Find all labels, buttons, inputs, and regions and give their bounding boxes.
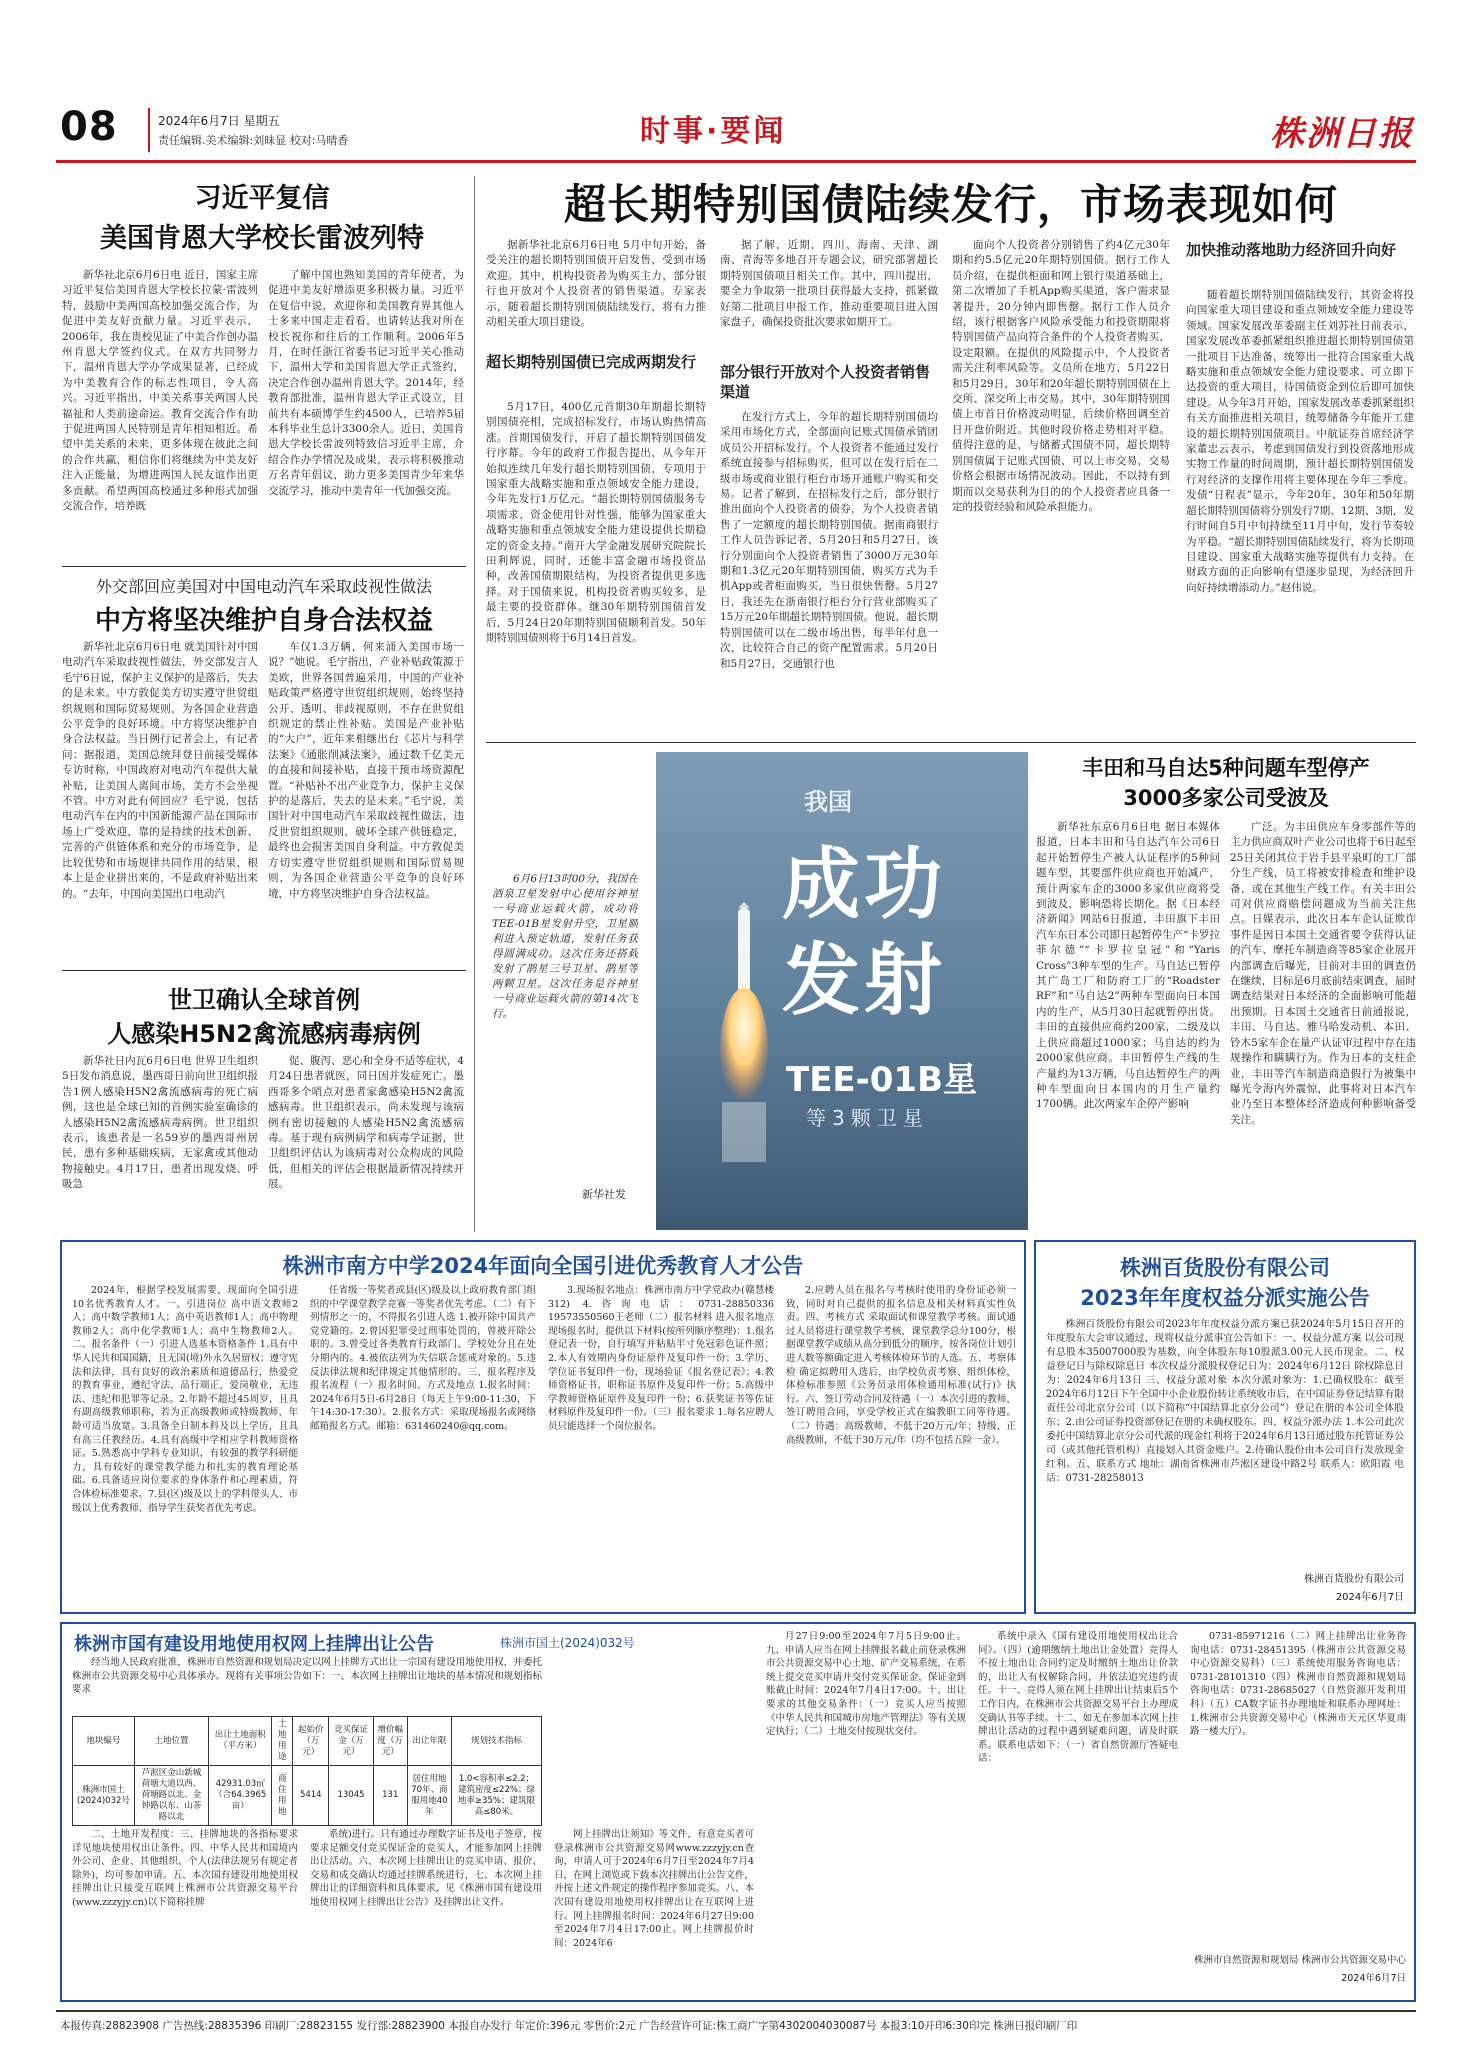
xi-body-col2: 了解中国也熟知美国的青年使者，为促进中美友好增添更多积极力量。习近平在复信中说，欢迎你和美国教育界其他人士多来中国走走看看，也请转达我对所在校长祝你和往后的工作顺利。2006年5月，在时任浙江省委书记习近平关心推动下，温州大学和美国肯恩大学正式签约，决定合作创办温州肯恩大学。2014年，经教育部批准，温州肯恩大学正式设立，目前共有本硕博学生约4500人，已培养5届本科毕业生总计3300余人。近日，美国肯恩大学校长雷波列特致信习近平主席，介绍合作办学情况及成果，表示将积极推动万名青年倡议，助力更多美国青少年来华交流学习，推动中美青年一代加强交流。 [268,269,464,497]
masthead-date: 2024年6月7日 星期五 [158,114,280,128]
photo-banner-small: 我国 [804,788,852,816]
land-col3: 网上挂牌出让须知》等文件，有意竞买者可登录株洲市公共资源交易网www.zzzyjy.cn查询，申请人可于2024年6月7日至2024年7月4日，在网上浏览或下载本次挂牌出让公告文件，并按上述文件规定的操作程序参加竞买。八、本次国有建设用地使用权挂牌出让在互联网上进行。网上挂牌报名时间：2024年6月27日9:00至2024年7月4日17:00止。网上挂牌报价时间：2024年6 [554,1829,754,1949]
masthead-divider [148,108,150,152]
xi-body-col1: 新华社北京6月6日电 近日，国家主席习近平复信美国肯恩大学校长拉蒙·雷波列特，鼓励中美两国高校加强交流合作，为促进中美友好贡献力量。习近平表示，2006年，我在贵校见证了中美合作创办温州肯恩大学签约仪式。在双方共同努力下，温州肯恩大学办学成果显著，已经成为中美教育合作的标志性项目，令人高兴。习近平指出，中美关系事关两国人民福祉和人类前途命运。教育交流合作有助于促进两国人民特别是青年相知相近。希望中美关系的未来，更多体现在彼此之间的合作共赢，相信你们将继续为中美友好注入正能量，为增进两国人民友谊作出更多贡献。希望两国高校通过多种形式加强交流合作，培养既 [62,269,258,513]
photo-banner-big1: 成功 [782,840,947,930]
bond-body-col3: 面向个人投资者分别销售了约4亿元30年期和约5.5亿元20年期特别国债。据行工作人员介绍，在提供柜面和网上银行渠道基础上，第二次增加了手机App购买渠道，客户需求显著提升，20分钟内即售罄。据行工作人员介绍，该行根据客户风险承受能力和投资期限将特别国债产品向符合条件的个人投资者购买，设定限额。在提供的风险提示中，个人投资者需关注利率风险等。文员所在地方，5月22日和5月29日，30年和20年超长期特别国债在上交所、深交所上市交易。其中，30年期特别国债上市首日价格波动明显，后续价格回调至首日开盘价附近。其他时段价格走势相对平稳。值得注意的是，与储蓄式国债不同，超长期特别国债属于记账式国债，可以上市交易，交易价格会根据市场情况波动。因此，不以持有到期而以交易获利为目的的个人投资者应具备一定的投资经验和风险承担能力。 [952,239,1170,513]
photo-rocket-sub: 等3颗卫星 [806,1106,929,1130]
land-th-use: 土地用途 [272,1717,293,1766]
land-ad-title: 株洲市国有建设用地使用权网上挂牌出让公告 [74,1634,434,1655]
land-th-plan: 规划技术指标 [451,1717,541,1766]
bond-subhead-3: 加快推动落地助力经济回升向好 [1186,241,1397,259]
xi-title-line1: 习近平复信 [194,183,330,214]
land-td-area: 42931.03㎡（合64.3965亩） [209,1766,272,1826]
bond-body-col2a: 据了解，近期，四川、海南、天津、湖南、青海等多地召开专题会议，研究部署超长期特别国债项目相关工作。其中，四川提出，要全力争取第一批项目获得最大支持，抓紧做好第二批项目申报工作，推动重要项目进入国家盘子，确保投资批次要求如期开工。 [720,239,938,329]
bond-body-col2b: 在发行方式上，今年的超长期特别国债均采用市场化方式，全部面向记账式国债承销团成员公开招标发行。个人投资者不能通过发行系统直接参与招标购买，但可以在发行后在二级市场或商业银行柜台市场开通账户购买和交易。记者了解到，在招标发行之后，部分银行推出面向个人投资者的债券，为个人投资者销售了一定额度的超长期特别国债。据南商银行工作人员告诉记者，5月20日和5月27日，该行分别面向个人投资者销售了3000万元30年期和1.3亿元20年期特别国债，购买方式为手机App或者柜面购买，当日很快售罄。5月27日，我还先在浙南银行柜台分行营业部购买了15万元20年期超长期特别国债。他说，超长期特别国债可以在二级市场出售，每半年付息一次，比较符合自己的资产配置需求。5月20日和5月27日，交通银行也 [720,411,938,670]
dividend-body: 株洲百货股份有限公司2023年年度权益分派方案已获2024年5月15日召开的年度股东大会审议通过，现将权益分派事宜公告如下：一、权益分派方案 以公司现有总股本35007000股为基数，向全体股东每10股派3.00元人民币现金。二、权益登记日与除权除息日 本次权益分派股权登记日为：2024年6月12日 除权除息日为：2024年6月13日 三、权益分派对象 本次分派对象为：1.已确权股东：截至2024年6月12日下午全国中小企业股份转让系统收市后，在中国证券登记结算有限责任公司北京分公司（以下简称“中国结算北京分公司”）登记在册的本公司全体股东；2.由公司证券投资部登记在册的未确权股东。四、权益分派办法 1.本公司此次委托中国结算北京分公司代派的现金红利将于2024年6月13日通过股东托管证券公司（或其他托管机构）直接划入其资金账户。2.待确认股份由本公司自行发放现金红利。五、联系方式 地址：湖南省株洲市芦淞区建设中路2号 联系人：欧阳霞 电话：0731-28258013 [1046,1319,1404,1484]
bond-body-col1b: 5月17日，400亿元首期30年期超长期特别国债亮相，完成招标发行，市场认购热情高涨。首期国债发行，开启了超长期特别国债发行序幕。今年的政府工作报告提出，从今年开始拟连续几年发行超长期特别国债，专项用于国家重大战略实施和重点领域安全能力建设，今年先发行1万亿元。“超长期特别国债服务专项需求、资金使用针对性强，能够为国家重大战略实施和重点领域安全能力建设提供长期稳定的资金支持。”南开大学金融发展研究院院长田利辉说，同时，还能丰富金融市场投资品种，改善国债期限结构，为投资者提供更多选择。对于国债来说，机构投资者购买较多，是最主要的投资群体。继30年期特别国债首发后，5月24日20年期特别国债顺利首发。50年期特别国债则将于6月14日首发。 [486,401,706,645]
land-td-no: 株洲市国土(2024)032号 [73,1766,135,1826]
ev-title: 中方将坚决维护自身合法权益 [94,606,433,636]
land-table [72,1716,542,1826]
launch-photo [486,752,1028,1230]
land-td-step: 131 [373,1766,407,1826]
paper-logo: 株洲日报 [1270,114,1414,154]
land-th-loc: 土地位置 [134,1717,208,1766]
bond-bottom-rule [486,742,1416,743]
bond-body-col4: 随着超长期特别国债陆续发行，其资金将投向国家重大项目建设和重点领域安全能力建设等领域。国家发展改革委副主任刘苏社日前表示，国家发展改革委抓紧组织推进超长期特别国债第一批项目下达准备，统筹出一批符合国家重大战略实施和重点领域安全能力建设要求、可立即下达投资的重大项目，待国债资金到位后即可加快建设。从今年3月开始，国家发展改革委抓紧组织有关方面推进相关项目，统筹储备今年能开工建设的超长期特别国债项目。中航证券首席经济学家董忠云表示，考虑到国债发行到投资落地形成实物工作量的时间周期，预计超长期特别国债发行对经济的支撑作用将主要体现在今年三季度。发债“日程表”显示，今年20年、30年和50年期超长期特别国债将分别发行7期、12期、3期，发行时间自5月中旬持续至11月中旬，发行节奏较为平稳。“超长期特别国债陆续发行，将为长期项目建设、国家重大战略实施等提供有力支持。在财政方面的正向影响有望逐步显现，为经济回升向好持续增添动力。”赵伟说。 [1186,289,1414,594]
birdflu-title-line2: 人感染H5N2禽流感病毒病例 [107,1020,421,1048]
land-col1: 二、土地开发程度：三、挂牌地块的各指标要求详见地块使用权出让条件。四、中华人民共和国境内外公司、企业、其他组织、个人(法律法规另有规定者除外)，均可参加申请。五、本次国有建设用地使用权挂牌出让只接受互联网上株洲市公共资源交易平台(www.zzzyjy.cn)以下简称挂牌 [72,1829,298,1908]
birdflu-body-col2: 促、腹泻、恶心和全身不适等症状，4月24日患者就医，同日因并发症死亡。墨西哥多个哨点对患者家禽感染H5N2禽流感病毒。世卫组织表示，尚未发现与该病例有密切接触的人感染H5N2禽流感病毒。基于现有病例病学和病毒学证据，世卫组织评估认为该病毒对公众构成的风险低，但相关的评估会根据最新情况持续开展。 [268,1055,464,1191]
land-table-wrap [72,1716,542,1826]
recruit-col2: 任省级一等奖者或县(区)级及以上政府教育部门组织的中学课堂教学竞赛一等奖者优先考虑。（二）有下列情形之一的，不得报名引进人选 1.被开除中国共产党党籍的。2.曾因犯罪受过刑事处罚的，曾被开除公职的。3.曾受过各类教育行政部门、学校处分且在处分期内的。4.被依法列为失信联合惩戒对象的。5.违反法律法规和纪律规定其他情形的。三、报名程序及报名流程（一）报名时间、方式及地点 1.报名时间：2024年6月5日-6月28日（每天上午9:00-11:30，下午14:30-17:30）。2.报名方式：采取现场报名或网络邮箱报名方式。邮箱：631460240@qq.com。 [310,1285,536,1432]
land-ad-doc-no: 株洲市国土(2024)032号 [500,1636,635,1650]
bond-subhead-2: 部分银行开放对个人投资者销售渠道 [720,363,931,401]
masthead-rule [56,160,1416,163]
land-th-no: 地块编号 [73,1717,135,1766]
land-signature: 株洲市自然资源和规划局 株洲市公共资源交易中心 [1193,1955,1406,1966]
land-th-area: 出让土地面积（平方米） [209,1717,272,1766]
ev-body-col2: 车仅1.3万辆，何来涌入美国市场一说？”她说。毛宁指出，产业补贴政策源于美欧，世界各国普遍采用，中国的产业补贴政策严格遵守世贸组织规则，始终坚持公开、透明、非歧视原则，不存在世贸组织规定的禁止性补贴。美国是产业补贴的“大户”，近年来相继出台《芯片与科学法案》《通胀削减法案》，通过数千亿美元的直接和间接补贴，直接干预市场资源配置。“补贴补不出产业竞争力，保护主义保护的是落后，失去的是未来。”毛宁说，美国针对中国电动汽车采取歧视性做法，违反世贸组织规则，破坏全球产供链稳定，最终也会损害美国自身利益。中方敦促美方切实遵守世贸组织规则和国际贸易规则，为各国企业营造公平竞争的良好环境，中方将坚决维护自身合法权益。 [268,641,464,900]
bond-title: 超长期特别国债陆续发行，市场表现如何 [563,180,1338,229]
land-date: 2024年6月7日 [1341,1973,1406,1984]
ev-body-col1: 新华社北京6月6日电 就美国针对中国电动汽车采取歧视性做法，外交部发言人毛宁6日说，保护主义保护的是落后，失去的是未来。中方敦促美方切实遵守世贸组织规则和国际贸易规则，为各国企业营造公平竞争的良好环境。中方将坚决维护自身合法权益。当日例行记者会上，有记者问：据报道，美国总统拜登日前接受媒体专访时称，中国政府对电动汽车提供大量补贴，让美国人离间市场，美方不会坐视不管。中方对此有何回应？毛宁说，包括电动汽车在内的中国新能源产品在国际市场上广受欢迎，靠的是持续的技术创新、完善的产供链体系和充分的市场竞争，是比较优势和市场规律共同作用的结果，根本上是企业拼出来的，不是政府补贴出来的。“去年，中国向美国出口电动汽 [62,641,258,900]
land-td-deposit: 13045 [329,1766,373,1826]
rocket-icon [714,902,774,1162]
dividend-date: 2024年6月7日 [1335,1592,1404,1603]
toyota-body-col2: 广泛。为丰田供应车身零部件等的主力供应商双叶产业公司也将于6日起至25日关闭其位于岩手县平泉町的工厂部分生产线，员工将被安排检查和维护设备，或在其他生产线工作。有关丰田公司对供应商赔偿问题成为当前关注焦点。日媒表示，此次日本车企认证欺诈事件是因日本国土交通省要令获得认证的汽车、摩托车制造商等85家企业展开内部调查后曝光，目前对丰田的调查仍在继续，目标是6月底前结束调查，届时调查结果对日本经济的全面影响可能超出预期。日本国土交通省日前通报说，丰田、马自达、雅马哈发动机、本田、铃木5家车企在量产认证审过程中存在违规操作和瞒瞒行为。作为日本的支柱企业，丰田等汽车制造商造假行为被集中曝光令海内外震惊，此事将对日本汽车业乃至日本整体经济造成何种影响备受关注。 [1230,821,1416,1126]
land-td-start: 5414 [293,1766,329,1826]
xi-bottom-rule [62,566,466,567]
land-td-term: 居住用地70年、商服用地40年 [407,1766,451,1826]
dividend-title-line2: 2023年年度权益分派实施公告 [1080,1286,1370,1310]
left-column-separator [474,176,475,1232]
land-td-use: 商住用地 [272,1766,293,1826]
dividend-signature: 株洲百货股份有限公司 [1304,1574,1404,1585]
birdflu-title-line1: 世卫确认全球首例 [168,986,360,1014]
footer-rule [56,2010,1416,2012]
photo-caption: 6月6日13时00分，我国在酒泉卫星发射中心使用谷神星一号商业运载火箭，成功将TEE-01B星发射升空，卫星顺利进入预定轨道，发射任务获得圆满成功。这次任务还搭载发射了鹊星三号卫星、鹊星等两颗卫星。这次任务是谷神星一号商业运载火箭的第14次飞行。 [492,873,638,1020]
land-th-term: 出让年限 [407,1717,451,1766]
recruit-ad-title: 株洲市南方中学2024年面向全国引进优秀教育人才公告 [282,1254,804,1278]
recruit-col4: 2.应聘人员在报名与考核时使用的身份证必须一致，同时对自己提供的报名信息及相关材料真实性负责。四、考核方式 采取面试和课堂教学考核。面试通过人员将进行课堂教学考核，课堂教学总分100分，根据课堂教学成绩从高分到低分的顺序，按各岗位计划引进人数等额确定进入考核体检环节的人选。五、考察体检 确定拟聘用人选后，由学校负责考察、组织体检，体检标准参照《公务员录用体检通用标准(试行)》执行。六、签订劳动合同及待遇（一）本次引进的教师，签订聘用合同，享受学校正式在编教职工同等待遇。（二）待遇：高级教师，不低于20万元/年；特级、正高级教师，不低于30万元/年（均不包括五险一金）。 [786,1285,1016,1446]
land-col6: 0731-85971216（二）网上挂牌出让业务咨询电话：0731-28451395（株洲市公共资源交易中心资源交易科）（三）系统使用服务咨询电话：0731-28101310（四）株洲市自然资源和规划局咨询电话：0731-28685027（自然资源开发利用科）（五）CA数字证书办理地址和联系办理网址：1.株洲市公共资源交易中心（株洲市天元区华夏南路一楼大厅）。 [1190,1631,1406,1738]
recruit-col3: 3.现场报名地点：株洲市南方中学党政办(赣慧楼312) 4.咨询电话：0731-28850336 19573550560王老师（二）报名材料 进入报名地点现场报名时，提供以下材料(按所列顺序整理)：1.报名登记表一份，自行填写并粘贴半寸免冠彩色证件照；2.本人有效期内身份证原件及复印件一份；3.学历、学位证书复印件一份，现场验证《报名登记表》；4.教师资格证书、职称证书原件及复印件一份；5.高级中学教师资格证原件及复印件一份；6.获奖证书等佐证材料原件及复印件一份。（三）报名要求 1.每名应聘人员只能选择一个岗位报名。 [548,1285,774,1432]
toyota-title-line1: 丰田和马自达5种问题车型停产 [1082,756,1370,780]
land-td-plan: 1.0<容积率≤2.2；建筑密度≤22%；绿地率≥35%；建筑限高≤80米。 [451,1766,541,1826]
photo-credit: 新华社发 [582,1188,626,1201]
land-col5: 系统中录入《国有建设用地使用权出让合同》。（四）(逾期缴纳土地出让金处置）竞得人不按土地出让合同约定及时缴纳土地出让价款的，出让人有权解除合同，并依法追究违约责任。十一、竞得人须在网上挂牌出让结束后5个工作日内，在株洲市公共资源交易平台上办理成交确认书等手续。十二、如无在参加本次网上挂牌出让活动的过程中遇到疑难问题，请及时联系。联系电话如下：（一）省自然资源厅答疑电话： [978,1631,1178,1765]
land-col2: 系统)进行。只有通过办理数字证书及电子签章，按要求足额交付竞买保证金的竞买人，才能参加网上挂牌出让活动。六、本次网上挂牌出让的竞买申请、报价、交易和成交确认均通过挂牌系统进行，七、本次网上挂牌出让的详细资料和具体要求，见《株洲市国有建设用地使用权网上挂牌出让公告》及挂牌出让文件。 [310,1829,542,1908]
bond-body-col1a: 据新华社北京6月6日电 5月中旬开始，备受关注的超长期特别国债开启发售，受到市场欢迎。其中，机构投资者为购买主力，部分银行也开放对个人投资者的销售渠道。专家表示，随着超长期特别国债陆续发行，将有力推动相关重大项目建设。 [486,239,706,329]
toyota-body-col1: 新华社东京6月6日电 据日本媒体报道，日本丰田和马自达汽车公司6日起开始暂停生产被人认证程序的5种问题车型，其要部件供应商也开始减产，预计两家车企的3000多家供应商将受到波及，影响恐将长期化。据《日本经济新闻》网站6日报道，丰田旗下丰田汽车东日本公司即日起暂停生产“卡罗拉菲尔德”“卡罗拉皇冠”和“Yaris Cross”3种车型的生产。马自达已暂停其广岛工厂和防府工厂的“Roadster RF”和“马自达2”两种车型面向日本国内的生产，从5月30日起就暂停出货。丰田的直接供应商约200家，二级及以上供应商超过1000家；马自达的约为2000家供应商。丰田暂停生产线的生产量约为13万辆，马自达暂停生产的两种车型面向日本国内的月生产量约1700辆。此次两家车企停产影响 [1036,821,1220,1111]
birdflu-body-col1: 新华社日内瓦6月6日电 世界卫生组织5日发布消息说，墨西哥日前向世卫组织报告1例人感染H5N2禽流感病毒的死亡病例，这也是全球已知的首例实验室确诊的人感染H5N2禽流感病毒病例。世卫组织表示，该患者是一名59岁的墨西哥州居民，患有多种基础疾病，无家禽或其他动物接触史。4月17日，患者出现发烧、呼吸急 [62,1055,258,1191]
table-row [73,1766,542,1826]
land-intro: 经当地人民政府批准，株洲市自然资源和规划局决定以网上挂牌方式出让一宗国有建设用地使用权，并委托株洲市公共资源交易中心具体承办。现将有关事项公告如下：一、本次网上挂牌出让地块的基本情况和规划指标要求 [72,1657,542,1696]
section-title: 时事·要闻 [640,114,787,149]
photo-rocket-name: TEE-01B星 [786,1060,977,1100]
dividend-title-line1: 株洲百货股份有限公司 [1120,1256,1330,1280]
photo-banner-big2: 发射 [782,936,947,1026]
land-td-loc: 芦淞区金山新城荷塘大道以西、荷塘路以北、金钟路以东、山茶路以北 [134,1766,208,1826]
footer-text: 本报传真:28823908 广告热线:28835396 印刷厂:28823155 发行部:28823900 本报自办发行 年定价:396元 零售价:2元 广告经营许可证:株工商广字第4302004030087号 本报3:10开印6:30印完 株洲日报印刷厂印 [60,2020,1078,2032]
land-table-header [73,1717,542,1766]
toyota-title-line2: 3000多家公司受波及 [1123,786,1329,810]
land-th-start: 起始价（万元） [293,1717,329,1766]
land-th-deposit: 竞买保证金（万元） [329,1717,373,1766]
bond-subhead-1: 超长期特别国债已完成两期发行 [486,353,697,371]
recruit-col1: 2024年，根据学校发展需要，现面向全国引进10名优秀教育人才。一、引进岗位 高中语文教师2人；高中数学教师1人；高中英语教师1人；高中物理教师2人；高中化学教师1人；高中生物教师2人。二、报名条件（一）引进人选基本资格条件 1.具有中华人民共和国国籍，且无国(境)外永久居留权；遵守宪法和法律，具有良好的政治素质和道德品行，热爱党的教育事业，遵纪守法，品行端正，爱岗敬业，无违法、违纪和犯罪等记录。2.年龄不超过45周岁，且具有副高级教师职称，若为正高级教师或特级教师，年龄可适当放宽。3.具备全日制本科及以上学历，且具有高三任教经历。4.具有高级中学相应学科教师资格证。5.熟悉高中学科专业知识，有较强的教学科研能力，具有较好的课堂教学能力和扎实的教育理论基础。6.具备适应岗位要求的身体条件和心理素质，符合体检标准要求。7.县(区)级及以上的学科带头人、市级以上优秀教师、指导学生获奖者优先考虑。 [72,1285,298,1514]
land-col4: 月27日9:00至2024年7月5日9:00止。九、申请人应当在网上挂牌报名截止前登录株洲市公共资源交易中心土地、矿产交易系统，在系统上提交竞买申请并交付竞买保证金，保证金到账截止时间：2024年7月4日17:00。十、出让要求的其他交易条件：（一）竞买人应当按照《中华人民共和国城市房地产管理法》等有关规定执行；（二）土地交付按现状交付。 [766,1631,966,1738]
page-number: 08 [60,104,118,150]
xi-title-line2: 美国肯恩大学校长雷波列特 [100,223,424,254]
land-th-step: 增价幅度（万元） [373,1717,407,1766]
ev-bottom-rule [62,970,466,971]
ev-kicker: 外交部回应美国对中国电动汽车采取歧视性做法 [95,577,432,596]
masthead-editors: 责任编辑.美术编辑:刘昧显 校对:马晴香 [158,134,349,147]
